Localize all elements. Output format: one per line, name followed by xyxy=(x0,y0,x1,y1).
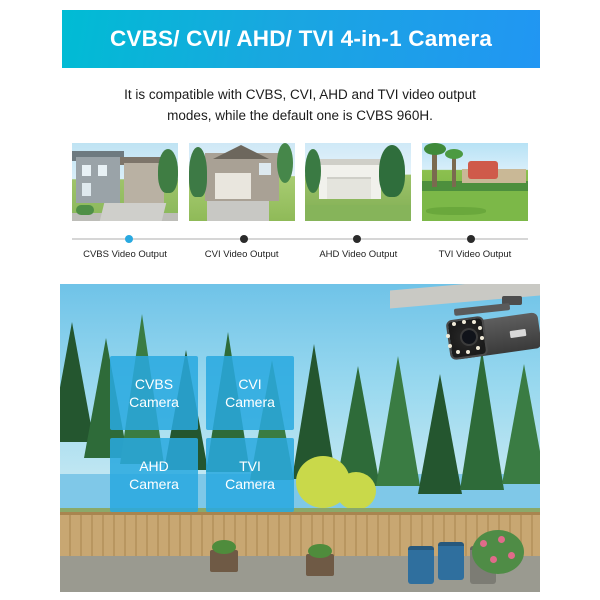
tile-ahd-line2: Camera xyxy=(129,476,179,492)
garage-photo-icon xyxy=(189,143,295,221)
tile-cvi-line1: CVI xyxy=(238,376,262,392)
mode-label-tvi: TVI Video Output xyxy=(438,249,512,260)
tile-cvbs-line1: CVBS xyxy=(134,376,174,392)
tile-tvi-line2: Camera xyxy=(225,476,275,492)
tile-cvbs-line2: Camera xyxy=(129,394,179,410)
page-title: CVBS/ CVI/ AHD/ TVI 4-in-1 Camera xyxy=(109,26,493,51)
thumbnail-ahd[interactable] xyxy=(305,143,411,221)
tile-tvi-camera[interactable] xyxy=(206,438,294,512)
header-banner xyxy=(62,10,540,68)
mode-timeline xyxy=(72,238,528,240)
timeline-dot-cvi[interactable] xyxy=(240,235,248,243)
planter-pot xyxy=(210,550,238,572)
thumbnail-cvi[interactable] xyxy=(189,143,295,221)
tile-cvbs-camera[interactable] xyxy=(110,356,198,430)
subtitle-line-2: modes, while the default one is CVBS 960H. xyxy=(167,108,433,123)
mode-label-ahd: AHD Video Output xyxy=(319,249,398,260)
subtitle-text xyxy=(60,84,540,126)
timeline-dot-tvi[interactable] xyxy=(467,235,475,243)
mode-tile-grid xyxy=(110,356,294,516)
blue-bin xyxy=(408,546,434,584)
subtitle-line-1: It is compatible with CVBS, CVI, AHD and TVI video output xyxy=(124,87,476,102)
tile-cvi-camera[interactable] xyxy=(206,356,294,430)
playground-photo-icon xyxy=(422,143,528,221)
mode-label-row xyxy=(72,249,528,260)
tile-ahd-camera[interactable] xyxy=(110,438,198,512)
wood-fence xyxy=(60,512,540,561)
thumbnail-tvi[interactable] xyxy=(422,143,528,221)
mode-label-cvbs: CVBS Video Output xyxy=(83,249,167,260)
rose-bush xyxy=(472,530,524,574)
mode-thumbnail-row xyxy=(72,143,528,221)
house-photo-icon xyxy=(72,143,178,221)
tile-ahd-line1: AHD xyxy=(139,458,169,474)
timeline-dot-ahd[interactable] xyxy=(353,235,361,243)
blue-bin xyxy=(438,542,464,580)
planter-pot xyxy=(306,554,334,576)
hero-photo xyxy=(60,284,540,592)
patio xyxy=(60,556,540,592)
security-camera xyxy=(390,296,540,380)
thumbnail-cvbs[interactable] xyxy=(72,143,178,221)
tile-tvi-line1: TVI xyxy=(239,458,261,474)
camera-mount-arm xyxy=(454,303,510,316)
mode-label-cvi: CVI Video Output xyxy=(204,249,279,260)
timeline-dot-cvbs[interactable] xyxy=(125,235,133,243)
tile-cvi-line2: Camera xyxy=(225,394,275,410)
white-house-photo-icon xyxy=(305,143,411,221)
